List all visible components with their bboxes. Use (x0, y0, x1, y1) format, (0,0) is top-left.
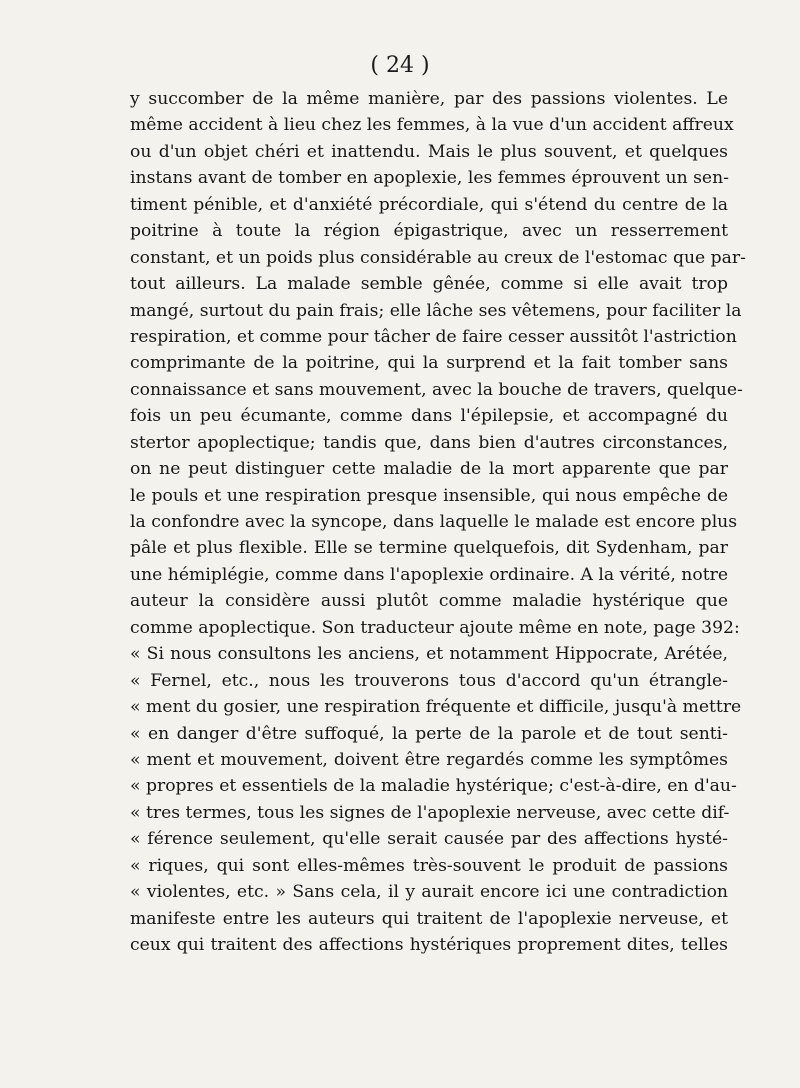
quote-line: « Si nous consultons les anciens, et notamment Hippocrate, Arétée, (130, 644, 728, 665)
quote-line: « Fernel, etc., nous les trouverons tous d'accord qu'un étrangle- (130, 670, 728, 691)
text-line: comme apoplectique. Son traducteur ajoute même en note, page 392: (130, 617, 740, 638)
quote-line: « férence seulement, qu'elle serait causée par des affections hysté- (130, 829, 728, 850)
text-line: la confondre avec la syncope, dans laquelle le malade est encore plus (130, 512, 738, 532)
text-line: respiration, et comme pour tâcher de faire cesser aussitôt l'astriction (130, 326, 737, 347)
text-line: une hémiplégie, comme dans l'apoplexie ordinaire. A la vérité, notre (130, 564, 728, 585)
text-line: tout ailleurs. La malade semble gênée, comme si elle avait trop (130, 274, 728, 295)
text-line: poitrine à toute la région épigastrique, avec un resserrement (130, 221, 728, 242)
text-line: constant, et un poids plus considérable au creux de l'estomac que par- (130, 247, 746, 268)
quote-line: « tres termes, tous les signes de l'apoplexie nerveuse, avec cette dif- (130, 802, 730, 823)
text-line: même accident à lieu chez les femmes, à la vue d'un accident affreux (130, 115, 734, 136)
quote-line: « riques, qui sont elles-mêmes très-souvent le produit de passions (130, 855, 728, 876)
body-text (130, 86, 746, 958)
text-line: stertor apoplectique; tandis que, dans bien d'autres circonstances, (130, 432, 728, 453)
text-line: timent pénible, et d'anxiété précordiale, qui s'étend du centre de la (130, 194, 728, 215)
quote-line: « en danger d'être suffoqué, la perte de la parole et de tout senti- (130, 723, 728, 744)
text-line: instans avant de tomber en apoplexie, les femmes éprouvent un sen- (130, 168, 729, 189)
quote-line: « ment et mouvement, doivent être regardés comme les symptômes (130, 749, 728, 770)
text-line: on ne peut distinguer cette maladie de la mort apparente que par (130, 459, 728, 480)
text-line: pâle et plus flexible. Elle se termine quelquefois, dit Sydenham, par (130, 538, 728, 559)
text-line: ou d'un objet chéri et inattendu. Mais le plus souvent, et quelques (130, 141, 728, 162)
text-line: comprimante de la poitrine, qui la surprend et la fait tomber sans (130, 353, 728, 374)
text-line: auteur la considère aussi plutôt comme maladie hystérique que (130, 591, 728, 612)
quote-line: « propres et essentiels de la maladie hystérique; c'est-à-dire, en d'au- (130, 776, 737, 797)
quote-line: « violentes, etc. » Sans cela, il y aurait encore ici une contradiction (130, 882, 728, 903)
page-number: ( 24 ) (370, 53, 430, 78)
quote-line: « ment du gosier, une respiration fréquente et difficile, jusqu'à mettre (130, 697, 742, 718)
text-line: mangé, surtout du pain frais; elle lâche ses vêtemens, pour faciliter la (130, 300, 742, 321)
text-line: ceux qui traitent des affections hystériques proprement dites, telles (130, 935, 728, 955)
text-line: le pouls et une respiration presque insensible, qui nous empêche de (130, 485, 728, 506)
text-line: connaissance et sans mouvement, avec la bouche de travers, quelque- (130, 379, 743, 400)
text-line: y succomber de la même manière, par des passions violentes. Le (130, 89, 728, 109)
text-line: fois un peu écumante, comme dans l'épilepsie, et accompagné du (130, 406, 728, 427)
text-line: manifeste entre les auteurs qui traitent de l'apoplexie nerveuse, et (130, 908, 728, 929)
